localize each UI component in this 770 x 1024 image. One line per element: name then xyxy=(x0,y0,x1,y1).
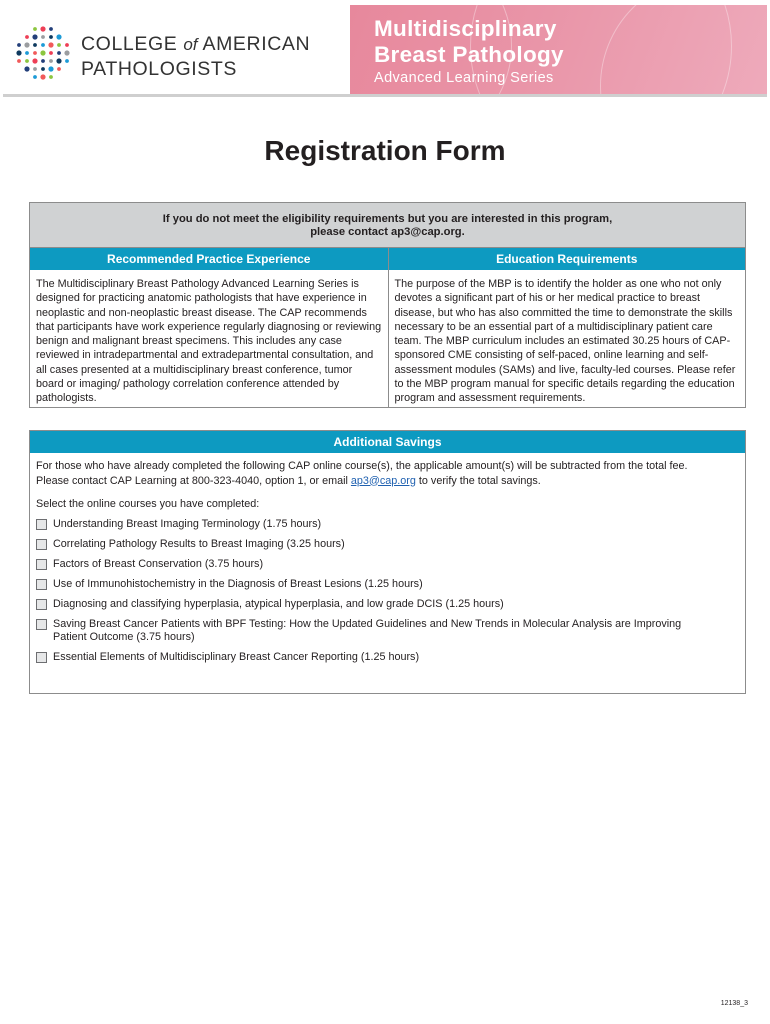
course-label: Use of Immunohistochemistry in the Diagnosis of Breast Lesions (1.25 hours) xyxy=(53,578,423,590)
course-label: Correlating Pathology Results to Breast Imaging (3.25 hours) xyxy=(53,538,345,550)
course-label: Understanding Breast Imaging Terminology (1.75 hours) xyxy=(53,518,322,530)
course-checkbox[interactable] xyxy=(36,579,47,590)
course-label: Saving Breast Cancer Patients with BPF Testing: How the Updated Guidelines and New Trends in Molecular Analysis are Improving Patient Outcome (3.75 hours) xyxy=(53,618,682,643)
course-checkbox[interactable] xyxy=(36,559,47,570)
education-requirements-heading: Education Requirements xyxy=(389,248,746,270)
practice-experience-text: The Multidisciplinary Breast Pathology Advanced Learning Series is designed for practicing anatomic pathologists that have experience in neoplastic and non-neoplastic breast disease. The CAP recommends that participants have work experience regularly diagnosing or reviewing benign and malignant breast specimens. This includes any case reviewed in intradepartmental and extradepartmental consultation, and all cases presented at a multidisciplinary breast conference, tumor board or imaging/ pathology correlation conference attended by pathologists. xyxy=(36,278,382,405)
banner-title-line1: Multidisciplinary xyxy=(374,16,557,41)
eligibility-note: If you do not meet the eligibility requirements but you are interested in this program, please contact ap3@cap.org. xyxy=(30,203,745,248)
practice-experience-heading: Recommended Practice Experience xyxy=(30,248,388,270)
savings-intro: For those who have already completed the following CAP online course(s), the applicable amount(s) will be subtracted from the total fee. Please contact CAP Learning at 800-323-4040, option 1, or email ap3@cap.org to verify the total savings. xyxy=(36,460,688,487)
course-checkbox[interactable] xyxy=(36,652,47,663)
education-requirements-text: The purpose of the MBP is to identify the holder as one who not only devotes a significant part of his or her medical practice to breast disease, but who has also committed the time to demonstrate the skills necessary to be an essential part of a multidisciplinary patient care team. The MBP curriculum includes an estimated 30.25 hours of CAP-sponsored CME consisting of self-paced, online learning and self-assessment modules (SAMs) and live, faculty-led courses. Please refer to the MBP program manual for specific details regarding the education program and assessment requirements. xyxy=(394,278,736,405)
page-header xyxy=(3,5,767,97)
education-requirements-column xyxy=(388,248,746,407)
page-title: Registration Form xyxy=(264,135,506,166)
course-item xyxy=(36,618,745,644)
requirements-box xyxy=(29,202,746,408)
course-checklist xyxy=(36,518,745,664)
banner-subtitle: Advanced Learning Series xyxy=(374,70,554,86)
course-label: Essential Elements of Multidisciplinary Breast Cancer Reporting (1.25 hours) xyxy=(53,651,420,663)
additional-savings-heading: Additional Savings xyxy=(30,431,745,453)
course-label: Factors of Breast Conservation (3.75 hours) xyxy=(53,558,264,570)
course-item xyxy=(36,651,745,664)
course-item xyxy=(36,558,745,571)
course-item xyxy=(36,598,745,611)
course-checkbox[interactable] xyxy=(36,519,47,530)
cap-logo-text: COLLEGE of AMERICAN PATHOLOGISTS xyxy=(81,33,311,80)
banner-title-line2: Breast Pathology xyxy=(374,42,564,67)
select-courses-prompt: Select the online courses you have completed: xyxy=(36,498,260,510)
course-checkbox[interactable] xyxy=(36,619,47,630)
course-item xyxy=(36,578,745,591)
program-banner xyxy=(350,5,767,94)
practice-experience-column xyxy=(30,248,388,407)
course-item xyxy=(36,518,745,531)
document-code: 12138_3 xyxy=(720,1000,748,1007)
course-item xyxy=(36,538,745,551)
course-checkbox[interactable] xyxy=(36,539,47,550)
cap-logo-dots-icon xyxy=(13,23,73,83)
course-checkbox[interactable] xyxy=(36,599,47,610)
email-link[interactable]: ap3@cap.org xyxy=(350,474,416,487)
course-label: Diagnosing and classifying hyperplasia, atypical hyperplasia, and low grade DCIS (1.25 hours) xyxy=(53,598,504,610)
additional-savings-box xyxy=(29,430,746,694)
